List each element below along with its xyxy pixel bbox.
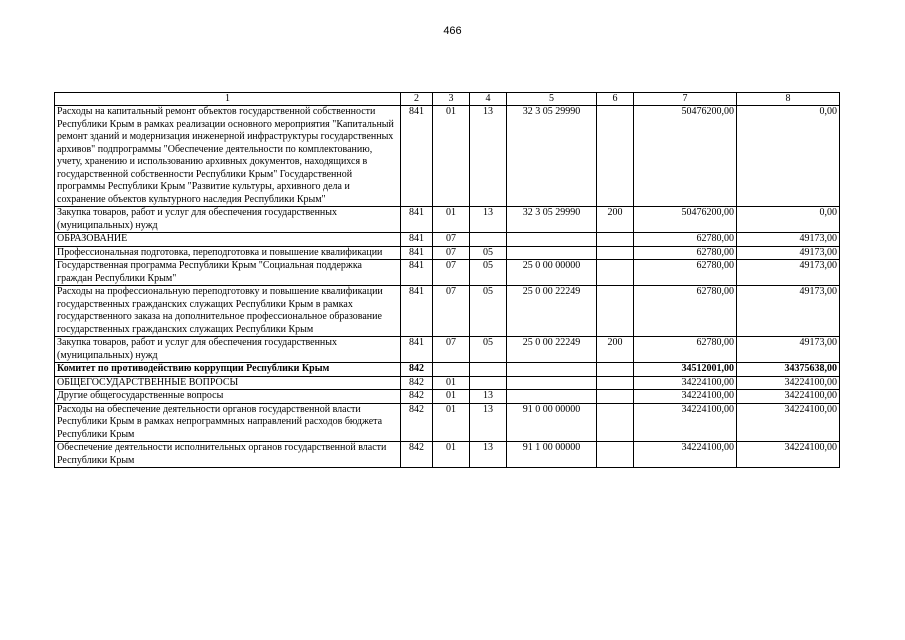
- cell-sum-year2: 0,00: [737, 106, 840, 207]
- cell-sum-year1: 62780,00: [634, 337, 737, 363]
- cell-sum-year1: 34512001,00: [634, 363, 737, 377]
- cell-subsection: 05: [470, 337, 507, 363]
- table-row: [55, 442, 840, 468]
- cell-expense-type: [597, 260, 634, 286]
- cell-sum-year1: 34224100,00: [634, 390, 737, 404]
- cell-section: 01: [433, 106, 470, 207]
- cell-section: 01: [433, 403, 470, 442]
- cell-ved: 842: [401, 442, 433, 468]
- cell-target-article: [507, 363, 597, 377]
- table-row: [55, 363, 840, 377]
- column-header: 4: [470, 93, 507, 106]
- table-row: [55, 403, 840, 442]
- cell-expense-type: [597, 286, 634, 337]
- table-row: [55, 106, 840, 207]
- cell-sum-year2: 34224100,00: [737, 403, 840, 442]
- page-number: 466: [443, 25, 462, 37]
- row-name: Закупка товаров, работ и услуг для обеспечения государственных (муниципальных) нужд: [55, 207, 401, 233]
- cell-subsection: 13: [470, 390, 507, 404]
- cell-expense-type: [597, 442, 634, 468]
- cell-sum-year2: 34224100,00: [737, 442, 840, 468]
- cell-sum-year2: 49173,00: [737, 286, 840, 337]
- budget-table: [54, 92, 840, 468]
- cell-subsection: 13: [470, 403, 507, 442]
- cell-ved: 841: [401, 260, 433, 286]
- cell-section: 01: [433, 390, 470, 404]
- row-name: Расходы на капитальный ремонт объектов государственной собственности Республики Крым в рамках реализации основного мероприятия "Капитальный ремонт зданий и модернизация инженерной инфраструктуры государственных архивов" подпрограммы "Обеспечение деятельности по комплектованию, учету, хранению и использованию архивных документов, находящихся в государственной собственности Республики Крым" Государственной программы Республики Крым "Развитие культуры, архивного дела и сохранение объектов культурного наследия Республики Крым": [55, 106, 401, 207]
- cell-sum-year1: 62780,00: [634, 260, 737, 286]
- table-row: [55, 207, 840, 233]
- header-row: [55, 93, 840, 106]
- table-row: [55, 286, 840, 337]
- cell-section: 07: [433, 233, 470, 247]
- cell-subsection: [470, 233, 507, 247]
- row-name: Профессиональная подготовка, переподготовка и повышение квалификации: [55, 246, 401, 260]
- table-row: [55, 390, 840, 404]
- row-name: ОБРАЗОВАНИЕ: [55, 233, 401, 247]
- cell-sum-year1: 34224100,00: [634, 376, 737, 390]
- column-header: 8: [737, 93, 840, 106]
- table-row: [55, 233, 840, 247]
- cell-target-article: 32 3 05 29990: [507, 207, 597, 233]
- cell-ved: 842: [401, 390, 433, 404]
- cell-sum-year2: 0,00: [737, 207, 840, 233]
- table-row: [55, 246, 840, 260]
- cell-sum-year2: 34224100,00: [737, 390, 840, 404]
- cell-section: 07: [433, 286, 470, 337]
- cell-subsection: 13: [470, 442, 507, 468]
- cell-expense-type: [597, 376, 634, 390]
- cell-expense-type: 200: [597, 207, 634, 233]
- cell-subsection: 05: [470, 286, 507, 337]
- cell-target-article: [507, 376, 597, 390]
- cell-expense-type: [597, 233, 634, 247]
- cell-sum-year1: 62780,00: [634, 246, 737, 260]
- column-header: 3: [433, 93, 470, 106]
- cell-expense-type: [597, 403, 634, 442]
- cell-subsection: [470, 376, 507, 390]
- cell-ved: 841: [401, 246, 433, 260]
- cell-ved: 841: [401, 286, 433, 337]
- cell-ved: 841: [401, 207, 433, 233]
- column-header: 7: [634, 93, 737, 106]
- row-name: Расходы на обеспечение деятельности органов государственной власти Республики Крым в рамках непрограммных направлений расходов бюджета Республики Крым: [55, 403, 401, 442]
- cell-section: 07: [433, 337, 470, 363]
- row-name: ОБЩЕГОСУДАРСТВЕННЫЕ ВОПРОСЫ: [55, 376, 401, 390]
- cell-sum-year2: 49173,00: [737, 233, 840, 247]
- column-header: 1: [55, 93, 401, 106]
- cell-target-article: 25 0 00 00000: [507, 260, 597, 286]
- cell-subsection: 05: [470, 246, 507, 260]
- cell-section: 01: [433, 442, 470, 468]
- cell-target-article: 25 0 00 22249: [507, 337, 597, 363]
- row-name: Закупка товаров, работ и услуг для обеспечения государственных (муниципальных) нужд: [55, 337, 401, 363]
- cell-target-article: 32 3 05 29990: [507, 106, 597, 207]
- row-name: Расходы на профессиональную переподготовку и повышение квалификации государственных гражданских служащих Республики Крым в рамках государственного заказа на дополнительное профессиональное образование государственных гражданских служащих Республики Крым: [55, 286, 401, 337]
- table-body: [55, 106, 840, 468]
- cell-section: 01: [433, 207, 470, 233]
- row-name: Комитет по противодействию коррупции Республики Крым: [55, 363, 401, 377]
- column-header: 2: [401, 93, 433, 106]
- cell-expense-type: [597, 390, 634, 404]
- cell-sum-year1: 34224100,00: [634, 403, 737, 442]
- row-name: Обеспечение деятельности исполнительных органов государственной власти Республики Крым: [55, 442, 401, 468]
- cell-section: 07: [433, 246, 470, 260]
- cell-sum-year1: 62780,00: [634, 286, 737, 337]
- cell-target-article: 91 0 00 00000: [507, 403, 597, 442]
- cell-sum-year2: 49173,00: [737, 260, 840, 286]
- cell-section: 01: [433, 376, 470, 390]
- cell-target-article: [507, 246, 597, 260]
- row-name: Другие общегосударственные вопросы: [55, 390, 401, 404]
- cell-expense-type: [597, 246, 634, 260]
- cell-sum-year2: 49173,00: [737, 337, 840, 363]
- cell-target-article: 91 1 00 00000: [507, 442, 597, 468]
- table-row: [55, 376, 840, 390]
- cell-target-article: [507, 233, 597, 247]
- row-name: Государственная программа Республики Крым "Социальная поддержка граждан Республики Крым": [55, 260, 401, 286]
- cell-sum-year2: 49173,00: [737, 246, 840, 260]
- cell-expense-type: [597, 106, 634, 207]
- column-header: 6: [597, 93, 634, 106]
- cell-sum-year1: 34224100,00: [634, 442, 737, 468]
- cell-subsection: 13: [470, 207, 507, 233]
- cell-ved: 842: [401, 403, 433, 442]
- cell-target-article: 25 0 00 22249: [507, 286, 597, 337]
- cell-subsection: 13: [470, 106, 507, 207]
- column-header: 5: [507, 93, 597, 106]
- cell-ved: 841: [401, 337, 433, 363]
- cell-target-article: [507, 390, 597, 404]
- cell-subsection: [470, 363, 507, 377]
- cell-sum-year1: 62780,00: [634, 233, 737, 247]
- cell-ved: 842: [401, 376, 433, 390]
- table-row: [55, 337, 840, 363]
- cell-expense-type: 200: [597, 337, 634, 363]
- cell-sum-year2: 34224100,00: [737, 376, 840, 390]
- cell-subsection: 05: [470, 260, 507, 286]
- cell-sum-year1: 50476200,00: [634, 106, 737, 207]
- cell-sum-year2: 34375638,00: [737, 363, 840, 377]
- cell-expense-type: [597, 363, 634, 377]
- cell-ved: 842: [401, 363, 433, 377]
- cell-ved: 841: [401, 233, 433, 247]
- cell-sum-year1: 50476200,00: [634, 207, 737, 233]
- cell-ved: 841: [401, 106, 433, 207]
- table-row: [55, 260, 840, 286]
- cell-section: 07: [433, 260, 470, 286]
- cell-section: [433, 363, 470, 377]
